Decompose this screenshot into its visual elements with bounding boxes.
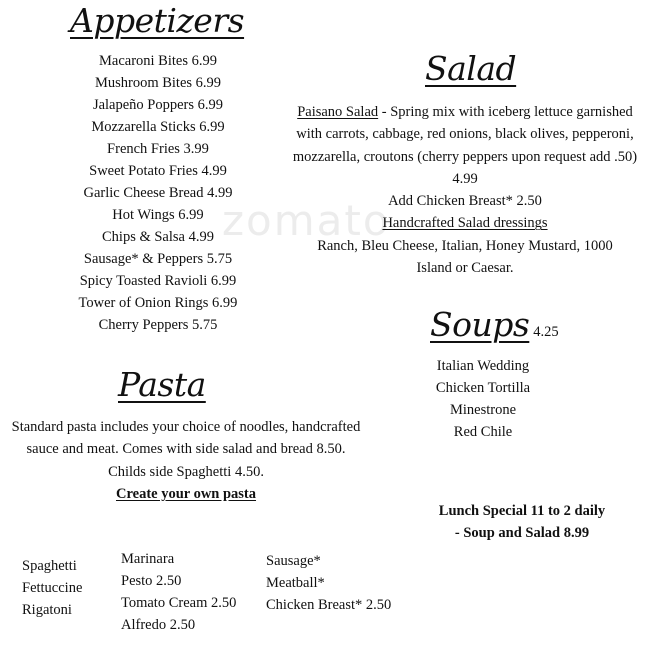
appetizer-item: Cherry Peppers 5.75 [98, 317, 218, 333]
dressings-list: Ranch, Bleu Cheese, Italian, Honey Mustard, 1000 Island or Caesar. [317, 237, 613, 277]
dressings-heading: Handcrafted Salad dressings [382, 215, 548, 232]
appetizer-item: Mushroom Bites 6.99 [94, 75, 222, 91]
lunch-special-hours: Lunch Special 11 to 2 daily [438, 503, 606, 519]
add-chicken-option: Add Chicken Breast* 2.50 [388, 193, 542, 210]
create-pasta-heading: Create your own pasta [115, 485, 257, 502]
lunch-special [418, 500, 626, 545]
soup-item: Red Chile [453, 424, 513, 440]
soups-list [383, 355, 583, 443]
salad-section [290, 101, 640, 279]
sauce-option: Alfredo 2.50 [121, 617, 196, 633]
appetizers-list [18, 50, 298, 336]
appetizer-item: Sweet Potato Fries 4.99 [89, 163, 227, 179]
appetizer-item: Macaroni Bites 6.99 [99, 53, 217, 69]
appetizer-item: Garlic Cheese Bread 4.99 [83, 185, 233, 201]
soups-title: Soups [430, 305, 530, 344]
pasta-title: Pasta [118, 365, 206, 404]
noodle-option: Fettuccine [22, 580, 83, 596]
appetizer-item: Mozzarella Sticks 6.99 [91, 119, 225, 135]
salad-title: Salad [425, 49, 517, 88]
watermark-text: zomato [222, 196, 391, 245]
sauce-option: Marinara [121, 551, 175, 567]
sauce-option: Tomato Cream 2.50 [121, 595, 237, 611]
sauce-option: Pesto 2.50 [121, 573, 182, 589]
appetizer-item: Spicy Toasted Ravioli 6.99 [79, 273, 237, 289]
noodle-option: Spaghetti [22, 558, 77, 574]
childs-spaghetti: Childs side Spaghetti 4.50. [108, 463, 264, 480]
soup-item: Minestrone [449, 402, 517, 418]
soup-item: Chicken Tortilla [435, 380, 531, 396]
sauces-list [121, 548, 236, 636]
meat-option: Chicken Breast* 2.50 [266, 597, 392, 613]
soups-price: 4.25 [533, 324, 559, 340]
lunch-special-offer: - Soup and Salad 8.99 [454, 525, 590, 542]
paisano-salad-name: Paisano Salad [297, 104, 379, 120]
noodle-option: Rigatoni [22, 602, 72, 618]
appetizer-item: French Fries 3.99 [107, 141, 209, 157]
appetizer-item: Hot Wings 6.99 [112, 207, 204, 223]
appetizer-item: Sausage* & Peppers 5.75 [83, 251, 233, 267]
appetizer-item: Tower of Onion Rings 6.99 [78, 295, 238, 311]
meats-list [266, 550, 391, 616]
meat-option: Meatball* [266, 575, 325, 591]
soups-header [430, 305, 559, 344]
appetizer-item: Jalapeño Poppers 6.99 [92, 97, 224, 113]
meat-option: Sausage* [266, 553, 321, 569]
pasta-intro: Standard pasta includes your choice of noodles, handcrafted sauce and meat. Comes with side salad and bread 8.50. [11, 419, 361, 458]
appetizer-item: Chips & Salsa 4.99 [102, 229, 214, 245]
appetizers-title: Appetizers [70, 1, 245, 40]
paisano-salad-description [290, 101, 640, 190]
pasta-description [5, 416, 367, 505]
noodles-list [22, 555, 82, 621]
paisano-salad-details: - Spring mix with iceberg lettuce garnished with carrots, cabbage, red onions, black olives, pepperoni, mozzarella, croutons (cherry peppers upon request add .50) 4.99 [292, 104, 638, 187]
soup-item: Italian Wedding [436, 358, 530, 374]
